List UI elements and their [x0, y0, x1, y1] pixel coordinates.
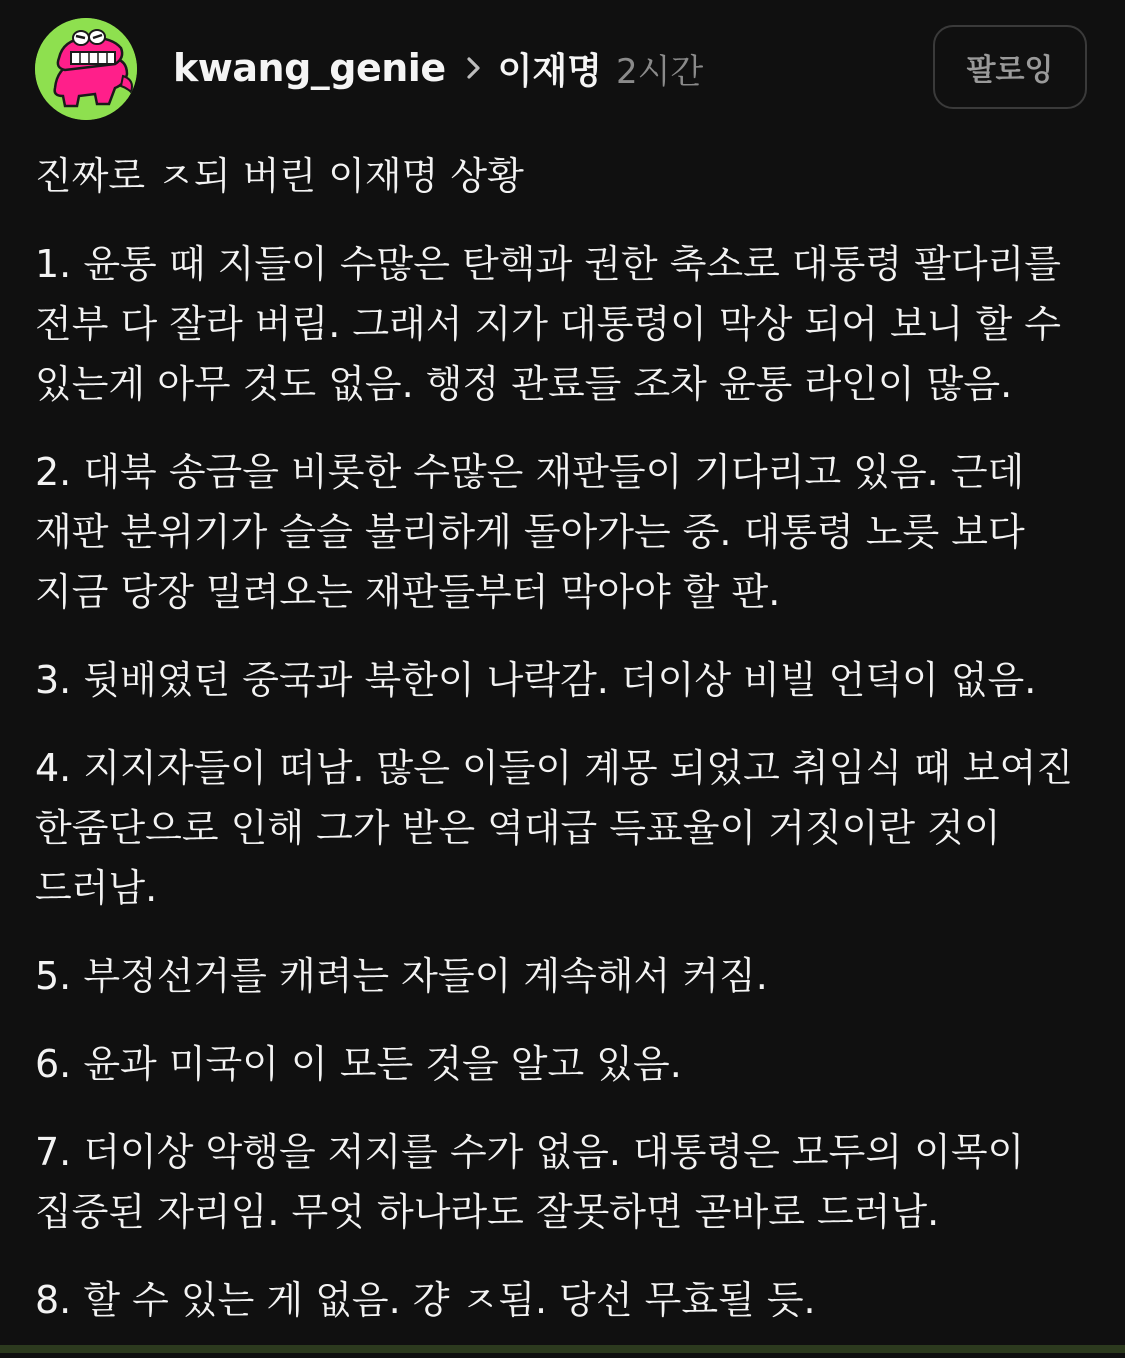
following-button[interactable]: 팔로잉 [933, 25, 1087, 109]
post-paragraph-4: 4. 지지자들이 떠남. 많은 이들이 계몽 되었고 취임식 때 보여진 한줌단으로 인해 그가 받은 역대급 득표율이 거짓이란 것이 드러남. [35, 746, 1074, 910]
cartoon-crocodile-avatar-icon [35, 18, 137, 120]
username[interactable]: kwang_genie [173, 46, 446, 90]
post-paragraph-2: 2. 대북 송금을 비롯한 수많은 재판들이 기다리고 있음. 근데 재판 분위기가 슬슬 불리하게 돌아가는 중. 대통령 노릇 보다 지금 당장 밀려오는 재판들부터 막아야 할 판. [35, 450, 1025, 614]
post-time: 2시간 [615, 51, 704, 92]
post-paragraph-6: 6. 윤과 미국이 이 모든 것을 알고 있음. [35, 1042, 682, 1086]
topic-tag[interactable]: 이재명 [497, 50, 602, 92]
post-paragraph-3: 3. 뒷배였던 중국과 북한이 나락감. 더이상 비빌 언덕이 없음. [35, 658, 1037, 702]
post-meta [173, 40, 703, 96]
chevron-right-icon [464, 54, 484, 82]
post-paragraph-1: 1. 윤통 때 지들이 수많은 탄핵과 권한 축소로 대통령 팔다리를 전부 다 잘라 버림. 그래서 지가 대통령이 막상 되어 보니 할 수 있는게 아무 것도 없음. 행정 관료들 조차 윤통 라인이 많음. [35, 242, 1061, 406]
post-body [35, 148, 1095, 1358]
post-paragraph-7: 7. 더이상 악행을 저지를 수가 없음. 대통령은 모두의 이목이 집중된 자리임. 무엇 하나라도 잘못하면 곧바로 드러남. [35, 1130, 1025, 1234]
bottom-edge-bar [0, 1345, 1125, 1353]
post-header [0, 0, 1125, 140]
post-title: 진짜로 ㅈ되 버린 이재명 상황 [35, 154, 524, 198]
avatar[interactable] [35, 18, 137, 120]
post-paragraph-5: 5. 부정선거를 캐려는 자들이 계속해서 커짐. [35, 954, 768, 998]
post-paragraph-8: 8. 할 수 있는 게 없음. 걍 ㅈ됨. 당선 무효될 듯. [35, 1278, 816, 1322]
